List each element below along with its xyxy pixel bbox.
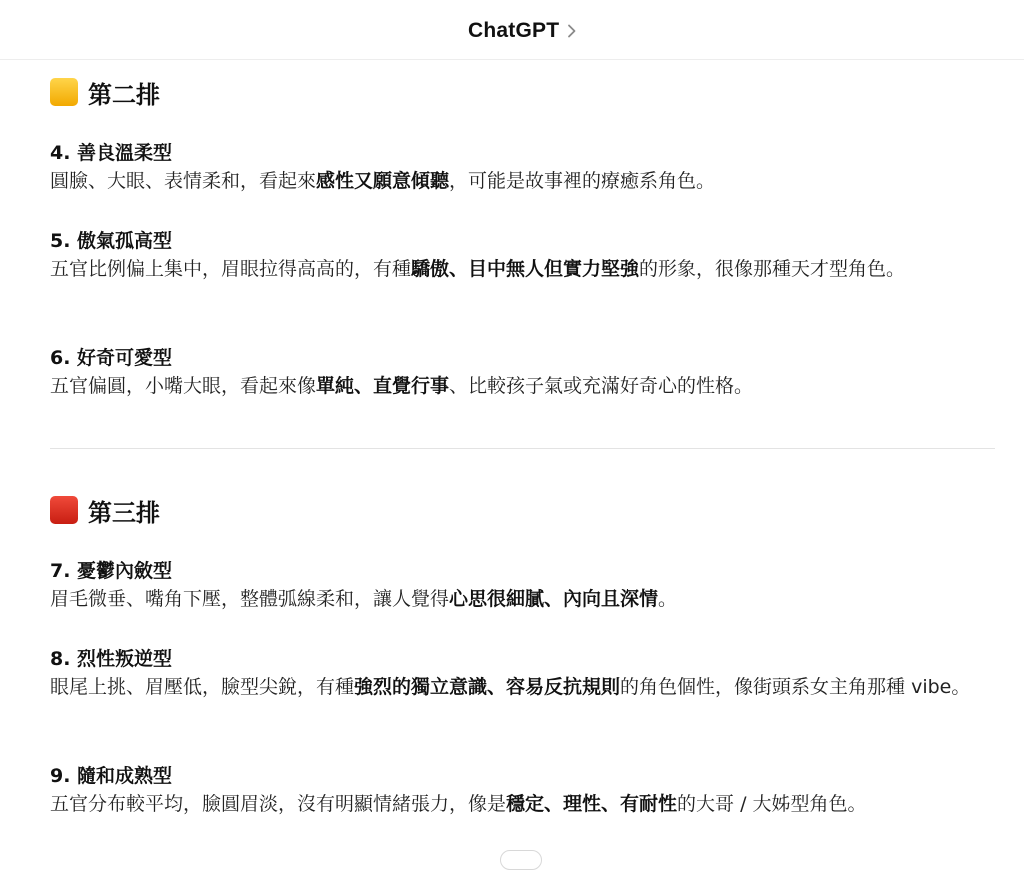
item-description [50, 673, 995, 702]
list-item [50, 227, 1000, 284]
item-description [50, 167, 995, 196]
item-description [50, 585, 995, 614]
section-title: 第三排 [88, 498, 160, 527]
chevron-right-icon [567, 24, 577, 38]
list-item [50, 762, 1000, 819]
section-divider [50, 448, 995, 449]
description-text: ，可能是故事裡的療癒系角色。 [449, 170, 716, 192]
yellow-square-icon [50, 78, 78, 106]
item-title: 6. 好奇可愛型 [50, 347, 173, 369]
description-text: 眉毛微垂、嘴角下壓，整體弧線柔和，讓人覺得 [50, 588, 450, 610]
section-header-row-3 [50, 492, 160, 528]
scroll-to-bottom-button[interactable] [500, 850, 542, 870]
description-text: 、比較孩子氣或充滿好奇心的性格。 [449, 375, 754, 397]
app-title: ChatGPT [468, 19, 560, 42]
description-text: 圓臉、大眼、表情柔和，看起來 [50, 170, 317, 192]
emphasis-text: 強烈的獨立意識、容易反抗規則 [354, 676, 621, 698]
item-description [50, 790, 995, 819]
red-square-icon [50, 496, 78, 524]
item-title: 4. 善良溫柔型 [50, 142, 173, 164]
item-title: 5. 傲氣孤高型 [50, 230, 173, 252]
item-title: 7. 憂鬱內斂型 [50, 560, 173, 582]
emphasis-text: 心思很細膩、內向且深情 [449, 588, 659, 610]
emphasis-text: 單純、直覺行事 [316, 375, 450, 397]
list-item [50, 344, 1000, 401]
item-description [50, 255, 995, 284]
description-text: 。 [658, 588, 678, 610]
description-text: 的形象，很像那種天才型角色。 [639, 258, 906, 280]
model-selector-button[interactable] [468, 17, 577, 45]
list-item [50, 139, 1000, 196]
item-description [50, 372, 995, 401]
description-text: 眼尾上挑、眉壓低，臉型尖銳，有種 [50, 676, 355, 698]
emphasis-text: 感性又願意傾聽 [316, 170, 450, 192]
section-title: 第二排 [88, 80, 160, 109]
item-title: 9. 隨和成熟型 [50, 765, 173, 787]
list-item [50, 645, 1000, 702]
emphasis-text: 穩定、理性、有耐性 [506, 793, 678, 815]
section-header-row-2 [50, 74, 160, 110]
item-title: 8. 烈性叛逆型 [50, 648, 173, 670]
description-text: 的角色個性，像街頭系女主角那種 vibe。 [620, 676, 971, 698]
top-bar [0, 0, 1024, 60]
emphasis-text: 驕傲、目中無人但實力堅強 [411, 258, 640, 280]
description-text: 五官分布較平均，臉圓眉淡，沒有明顯情緒張力，像是 [50, 793, 507, 815]
description-text: 五官比例偏上集中，眉眼拉得高高的，有種 [50, 258, 412, 280]
list-item [50, 557, 1000, 614]
description-text: 的大哥 / 大姊型角色。 [677, 793, 867, 815]
description-text: 五官偏圓，小嘴大眼，看起來像 [50, 375, 317, 397]
